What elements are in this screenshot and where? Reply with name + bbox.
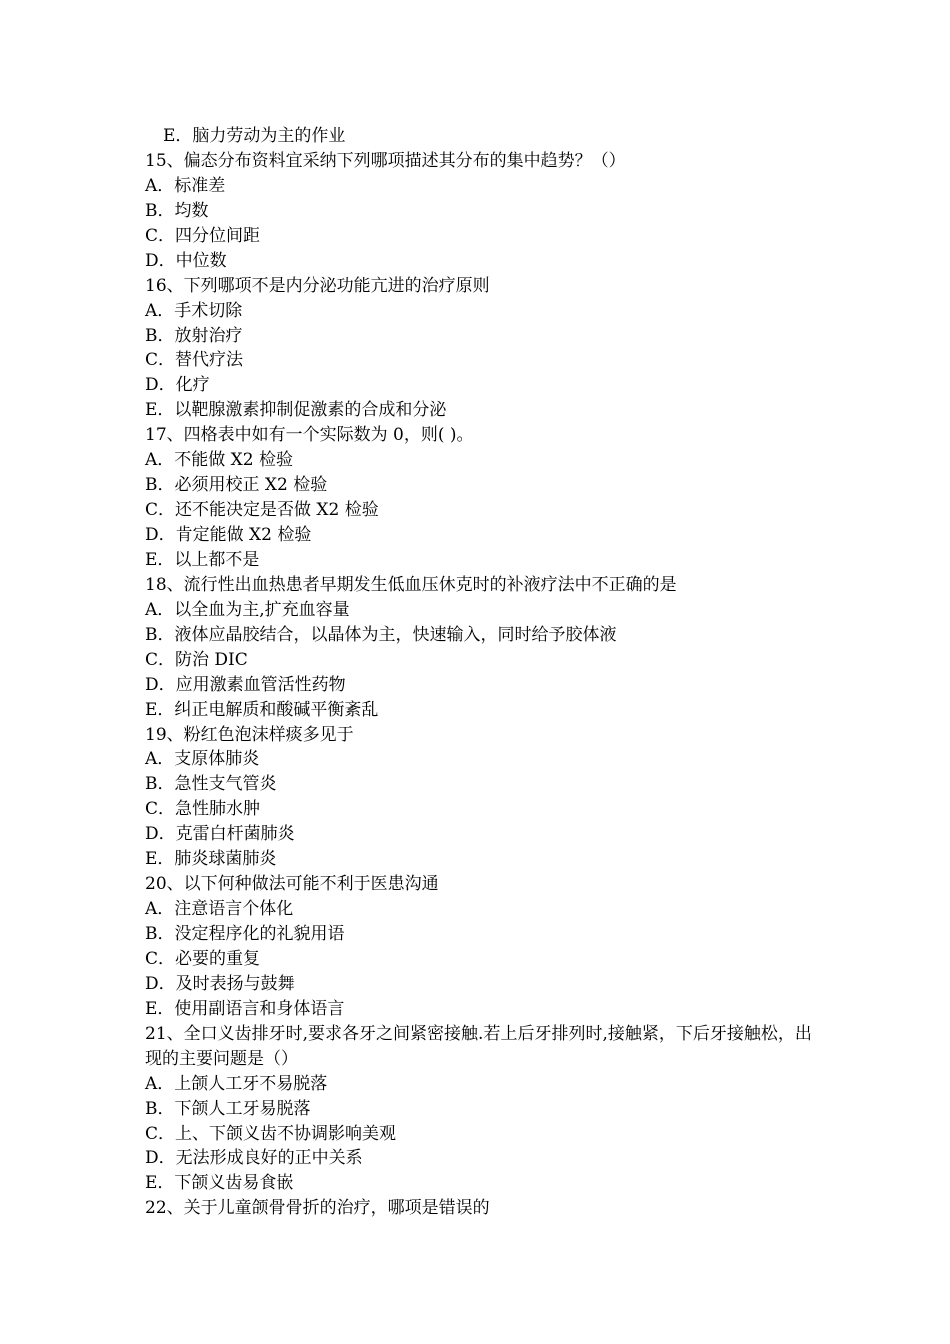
option-text: B．必须用校正 X2 检验 (145, 475, 328, 496)
option-text: C．四分位间距 (145, 225, 261, 246)
option-text: E．脑力劳动为主的作业 (163, 126, 346, 146)
option-text: A．以全血为主,扩充血容量 (145, 599, 350, 620)
option-text: D．肯定能做 X2 检验 (145, 525, 312, 545)
question-22: 22、关于儿童颌骨骨折的治疗，哪项是错误的 (145, 1198, 490, 1219)
option-text: A．支原体肺炎 (145, 749, 260, 770)
question-18: 18、流行性出血热患者早期发生低血压休克时的补液疗法中不正确的是 (145, 574, 677, 595)
question-20: 20、以下何种做法可能不利于医患沟通 (145, 874, 439, 895)
option-text: C．防治 DIC (145, 649, 248, 670)
question-21: 21、全口义齿排牙时,要求各牙之间紧密接触.若上后牙排列时,接触紧，下后牙接触松，出现的主要问题是（） (145, 1023, 812, 1069)
option-text: B．急性支气管炎 (145, 774, 277, 795)
option-text: B．均数 (145, 200, 209, 221)
option-text: C．还不能决定是否做 X2 检验 (145, 500, 379, 521)
option-text: B．下颌人工牙易脱落 (145, 1098, 311, 1119)
option-text: D．及时表扬与鼓舞 (145, 973, 295, 994)
option-text: A．不能做 X2 检验 (145, 450, 294, 471)
option-text: C．必要的重复 (145, 948, 261, 969)
question-15: 15、偏态分布资料宜采纳下列哪项描述其分布的集中趋势？（） (145, 150, 626, 171)
option-text: A．标准差 (145, 175, 226, 196)
option-text: A．上颌人工牙不易脱落 (145, 1073, 328, 1094)
option-text: E．下颌义齿易食嵌 (145, 1173, 294, 1194)
option-text: D．应用激素血管活性药物 (145, 674, 346, 695)
option-text: E．以靶腺激素抑制促激素的合成和分泌 (145, 400, 447, 421)
option-text: C．急性肺水肿 (145, 799, 261, 820)
option-text: A．手术切除 (145, 300, 243, 321)
option-text: B．液体应晶胶结合，以晶体为主，快速输入，同时给予胶体液 (145, 624, 617, 645)
option-text: D．无法形成良好的正中关系 (145, 1148, 363, 1169)
option-text: D．中位数 (145, 250, 227, 271)
option-text: E．使用副语言和身体语言 (145, 998, 345, 1019)
option-text: A．注意语言个体化 (145, 899, 294, 920)
question-19: 19、粉红色泡沫样痰多见于 (145, 724, 354, 745)
option-text: C．上、下颌义齿不协调影响美观 (145, 1123, 397, 1144)
option-text: D．克雷白杆菌肺炎 (145, 824, 295, 845)
option-text: D．化疗 (145, 375, 210, 396)
document-body (145, 124, 815, 1221)
option-text: B．没定程序化的礼貌用语 (145, 924, 345, 944)
option-text: C．替代疗法 (145, 350, 244, 371)
option-text: E．以上都不是 (145, 549, 260, 570)
option-text: E．肺炎球菌肺炎 (145, 849, 277, 870)
option-text: E．纠正电解质和酸碱平衡紊乱 (145, 699, 379, 720)
question-17: 17、四格表中如有一个实际数为 0，则( )。 (145, 425, 474, 446)
question-16: 16、下列哪项不是内分泌功能亢进的治疗原则 (145, 275, 490, 296)
option-text: B．放射治疗 (145, 325, 243, 346)
